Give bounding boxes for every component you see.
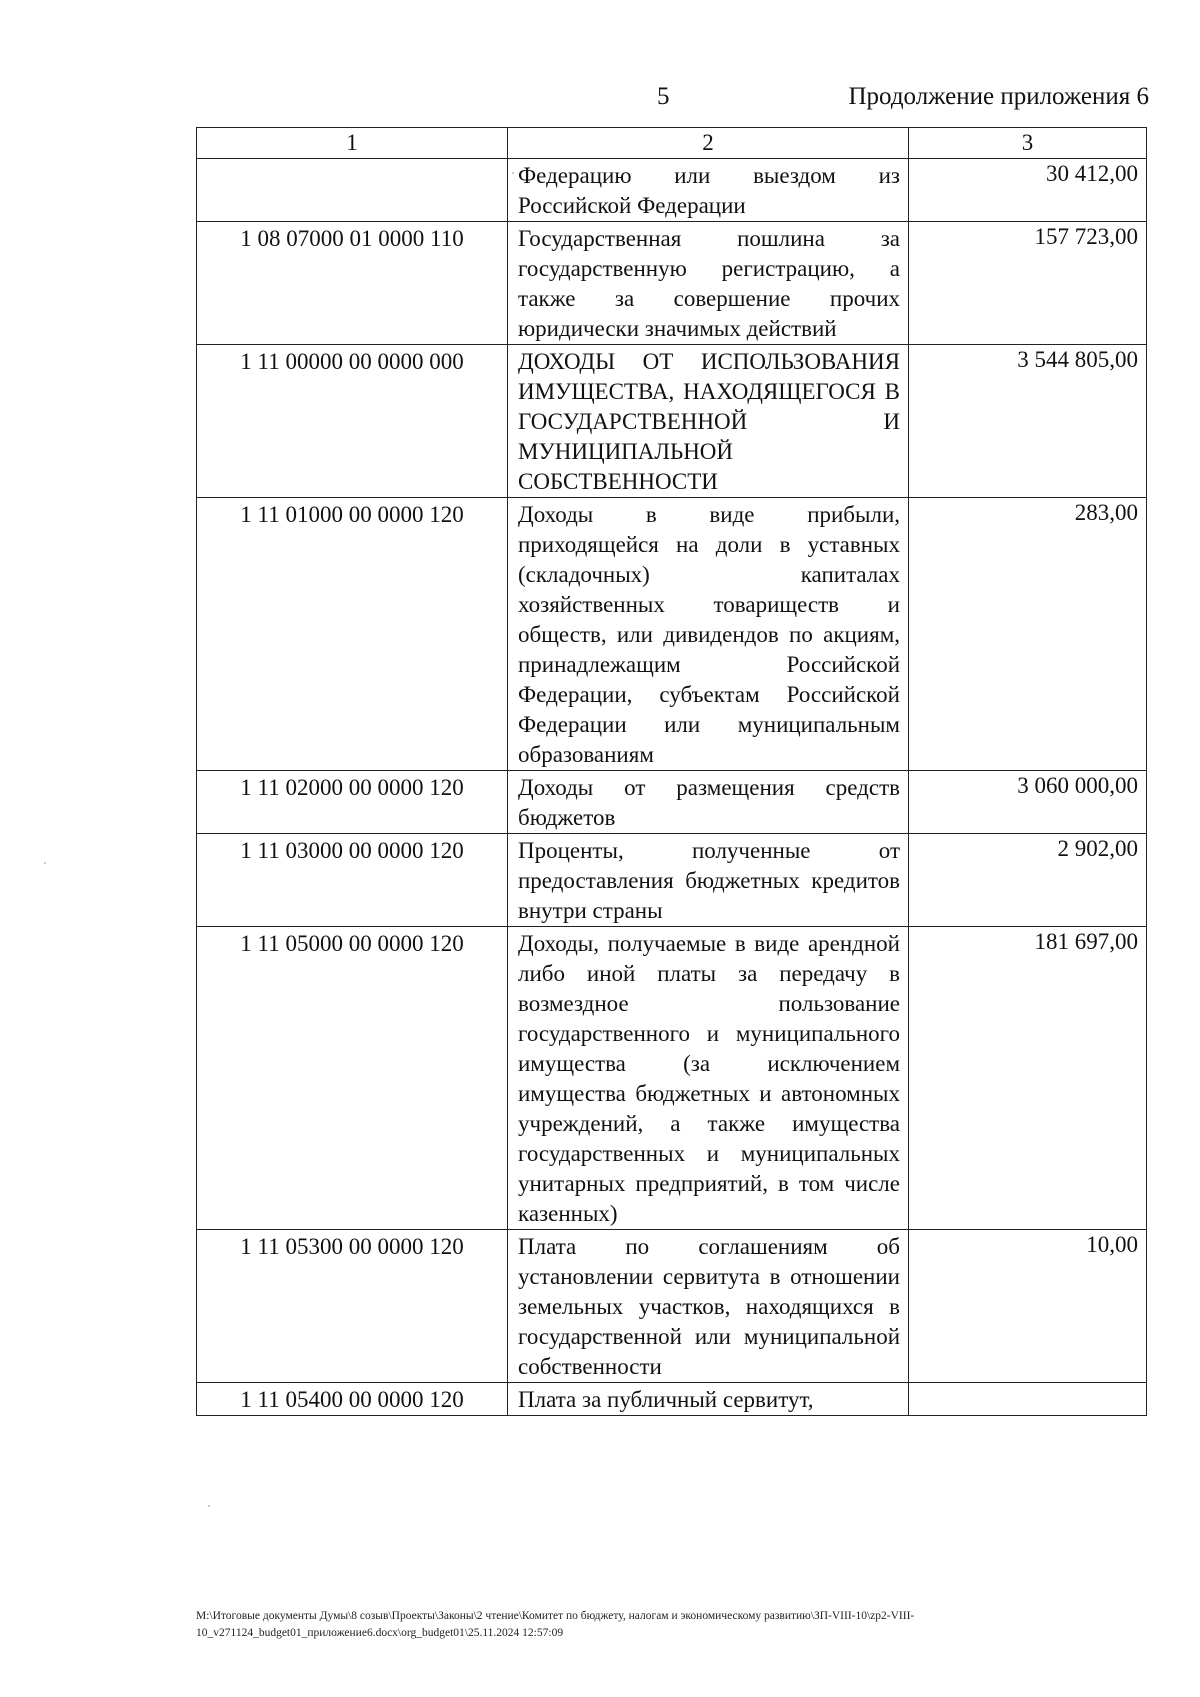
scan-speck bbox=[208, 1505, 210, 1507]
column-header-2: 2 bbox=[508, 128, 909, 159]
table-row bbox=[197, 927, 1147, 1230]
table-header bbox=[197, 128, 1147, 159]
table-row bbox=[197, 834, 1147, 927]
table-row bbox=[197, 1383, 1147, 1416]
row-code: 1 11 01000 00 0000 120 bbox=[197, 498, 508, 771]
scan-speck bbox=[44, 862, 46, 864]
row-amount: 10,00 bbox=[909, 1230, 1147, 1383]
budget-table bbox=[196, 127, 1147, 1416]
row-name: Доходы, получаемые в виде арендной либо иной платы за передачу в возмездное пользование государственного и муниципального имущества (за исключением имущества бюджетных и автономных учреждений, а также имущества государственных и муниципальных унитарных предприятий, в том числе казенных) bbox=[508, 927, 909, 1230]
row-name: ДОХОДЫ ОТ ИСПОЛЬЗОВАНИЯ ИМУЩЕСТВА, НАХОДЯЩЕГОСЯ В ГОСУДАРСТВЕННОЙ И МУНИЦИПАЛЬНОЙ СОБСТВЕННОСТИ bbox=[508, 345, 909, 498]
table-body bbox=[197, 159, 1147, 1416]
continuation-title: Продолжение приложения 6 bbox=[848, 83, 1149, 110]
row-amount: 2 902,00 bbox=[909, 834, 1147, 927]
column-header-1: 1 bbox=[197, 128, 508, 159]
row-code: 1 11 05400 00 0000 120 bbox=[197, 1383, 508, 1416]
row-name: Проценты, полученные от предоставления бюджетных кредитов внутри страны bbox=[508, 834, 909, 927]
row-amount: 157 723,00 bbox=[909, 222, 1147, 345]
row-code bbox=[197, 159, 508, 222]
scan-speck bbox=[512, 172, 514, 174]
row-amount: 3 544 805,00 bbox=[909, 345, 1147, 498]
row-amount: 3 060 000,00 bbox=[909, 771, 1147, 834]
table-row bbox=[197, 771, 1147, 834]
row-name: Государственная пошлина за государственную регистрацию, а также за совершение прочих юридически значимых действий bbox=[508, 222, 909, 345]
row-amount: 283,00 bbox=[909, 498, 1147, 771]
table-row bbox=[197, 498, 1147, 771]
row-code: 1 11 02000 00 0000 120 bbox=[197, 771, 508, 834]
row-name: Федерацию или выездом из Российской Федерации bbox=[508, 159, 909, 222]
row-name: Доходы в виде прибыли, приходящейся на доли в уставных (складочных) капиталах хозяйственных товариществ и обществ, или дивидендов по акциям, принадлежащим Российской Федерации, субъектам Российской Федерации или муниципальным образованиям bbox=[508, 498, 909, 771]
row-amount: 181 697,00 bbox=[909, 927, 1147, 1230]
table-row bbox=[197, 1230, 1147, 1383]
row-name: Плата за публичный сервитут, bbox=[508, 1383, 909, 1416]
row-code: 1 11 05000 00 0000 120 bbox=[197, 927, 508, 1230]
row-code: 1 08 07000 01 0000 110 bbox=[197, 222, 508, 345]
row-amount: 30 412,00 bbox=[909, 159, 1147, 222]
page-number: 5 bbox=[657, 83, 670, 110]
row-name: Доходы от размещения средств бюджетов bbox=[508, 771, 909, 834]
table-row bbox=[197, 222, 1147, 345]
table-row bbox=[197, 159, 1147, 222]
table-row bbox=[197, 345, 1147, 498]
header-row bbox=[197, 128, 1147, 159]
row-code: 1 11 00000 00 0000 000 bbox=[197, 345, 508, 498]
row-amount bbox=[909, 1383, 1147, 1416]
row-code: 1 11 03000 00 0000 120 bbox=[197, 834, 508, 927]
file-path-footer: M:\Итоговые документы Думы\8 созыв\Проекты\Законы\2 чтение\Комитет по бюджету, налогам и экономическому развитию\ЗП-VIII-10\zp2-VIII-10_v271124_budget01_приложение6.docx\org_budget01\25.11.2024 12:57:09 bbox=[196, 1610, 915, 1639]
column-header-3: 3 bbox=[909, 128, 1147, 159]
row-name: Плата по соглашениям об установлении сервитута в отношении земельных участков, находящихся в государственной или муниципальной собственности bbox=[508, 1230, 909, 1383]
row-code: 1 11 05300 00 0000 120 bbox=[197, 1230, 508, 1383]
